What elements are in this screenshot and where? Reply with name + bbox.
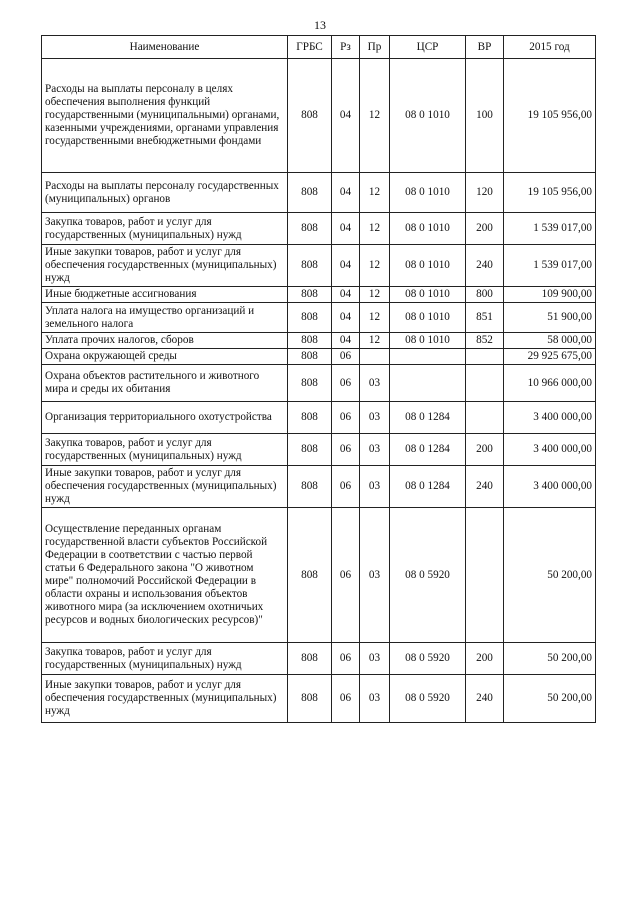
table-row xyxy=(42,59,596,173)
row-vr: 851 xyxy=(466,303,504,333)
table-row xyxy=(42,213,596,245)
row-grbs: 808 xyxy=(288,365,332,402)
row-amount: 3 400 000,00 xyxy=(504,466,596,508)
table-row xyxy=(42,333,596,349)
row-name: Закупка товаров, работ и услуг для государственных (муниципальных) нужд xyxy=(42,643,288,675)
row-csr: 08 0 1010 xyxy=(390,245,466,287)
row-vr: 852 xyxy=(466,333,504,349)
row-vr: 100 xyxy=(466,59,504,173)
row-name: Иные бюджетные ассигнования xyxy=(42,287,288,303)
row-vr: 240 xyxy=(466,675,504,723)
row-vr xyxy=(466,508,504,643)
table-row xyxy=(42,466,596,508)
row-name: Расходы на выплаты персоналу в целях обеспечения выполнения функций государственными (муниципальными) органами, казенными учреждениями, органами управления государственными внебюджетными фондами xyxy=(42,59,288,173)
header-pr: Пр xyxy=(360,36,390,59)
table-row xyxy=(42,245,596,287)
row-vr: 200 xyxy=(466,434,504,466)
row-grbs: 808 xyxy=(288,59,332,173)
row-rz: 06 xyxy=(332,365,360,402)
row-rz: 04 xyxy=(332,173,360,213)
row-rz: 04 xyxy=(332,245,360,287)
row-name: Закупка товаров, работ и услуг для государственных (муниципальных) нужд xyxy=(42,213,288,245)
row-grbs: 808 xyxy=(288,402,332,434)
row-csr: 08 0 1284 xyxy=(390,466,466,508)
row-grbs: 808 xyxy=(288,466,332,508)
header-vr: ВР xyxy=(466,36,504,59)
row-amount: 3 400 000,00 xyxy=(504,434,596,466)
row-grbs: 808 xyxy=(288,508,332,643)
row-name: Уплата прочих налогов, сборов xyxy=(42,333,288,349)
row-vr: 800 xyxy=(466,287,504,303)
row-pr: 03 xyxy=(360,466,390,508)
table-row xyxy=(42,434,596,466)
row-csr: 08 0 5920 xyxy=(390,643,466,675)
table-row xyxy=(42,349,596,365)
row-amount: 3 400 000,00 xyxy=(504,402,596,434)
row-csr: 08 0 1010 xyxy=(390,303,466,333)
row-grbs: 808 xyxy=(288,434,332,466)
table-row xyxy=(42,508,596,643)
row-name: Организация территориального охотустройства xyxy=(42,402,288,434)
table-row xyxy=(42,402,596,434)
header-row xyxy=(42,36,596,59)
row-grbs: 808 xyxy=(288,245,332,287)
row-vr: 120 xyxy=(466,173,504,213)
row-pr xyxy=(360,349,390,365)
row-rz: 06 xyxy=(332,466,360,508)
row-name: Расходы на выплаты персоналу государственных (муниципальных) органов xyxy=(42,173,288,213)
row-grbs: 808 xyxy=(288,213,332,245)
row-pr: 03 xyxy=(360,508,390,643)
row-rz: 06 xyxy=(332,643,360,675)
row-csr: 08 0 1284 xyxy=(390,434,466,466)
row-grbs: 808 xyxy=(288,173,332,213)
row-amount: 51 900,00 xyxy=(504,303,596,333)
row-vr xyxy=(466,402,504,434)
row-pr: 12 xyxy=(360,245,390,287)
row-csr: 08 0 1010 xyxy=(390,213,466,245)
row-name: Иные закупки товаров, работ и услуг для обеспечения государственных (муниципальных) нужд xyxy=(42,675,288,723)
row-rz: 04 xyxy=(332,59,360,173)
row-pr: 12 xyxy=(360,287,390,303)
header-rz: Рз xyxy=(332,36,360,59)
row-name: Охрана объектов растительного и животного мира и среды их обитания xyxy=(42,365,288,402)
row-rz: 06 xyxy=(332,675,360,723)
header-name: Наименование xyxy=(42,36,288,59)
row-pr: 12 xyxy=(360,333,390,349)
row-amount: 109 900,00 xyxy=(504,287,596,303)
row-pr: 03 xyxy=(360,402,390,434)
row-grbs: 808 xyxy=(288,675,332,723)
row-amount: 19 105 956,00 xyxy=(504,59,596,173)
row-amount: 50 200,00 xyxy=(504,675,596,723)
row-csr: 08 0 1010 xyxy=(390,333,466,349)
row-name: Иные закупки товаров, работ и услуг для обеспечения государственных (муниципальных) нужд xyxy=(42,466,288,508)
row-vr xyxy=(466,365,504,402)
budget-table xyxy=(41,35,596,723)
header-csr: ЦСР xyxy=(390,36,466,59)
row-amount: 29 925 675,00 xyxy=(504,349,596,365)
row-name: Закупка товаров, работ и услуг для государственных (муниципальных) нужд xyxy=(42,434,288,466)
row-rz: 04 xyxy=(332,303,360,333)
row-csr: 08 0 5920 xyxy=(390,675,466,723)
row-csr xyxy=(390,365,466,402)
header-grbs: ГРБС xyxy=(288,36,332,59)
row-vr xyxy=(466,349,504,365)
table-row xyxy=(42,287,596,303)
row-csr: 08 0 1284 xyxy=(390,402,466,434)
row-pr: 03 xyxy=(360,365,390,402)
table-row xyxy=(42,303,596,333)
row-name: Иные закупки товаров, работ и услуг для обеспечения государственных (муниципальных) нужд xyxy=(42,245,288,287)
row-pr: 12 xyxy=(360,59,390,173)
row-grbs: 808 xyxy=(288,333,332,349)
row-grbs: 808 xyxy=(288,643,332,675)
page-number: 13 xyxy=(314,18,326,32)
row-name: Осуществление переданных органам государственной власти субъектов Российской Федерации в соответствии с частью первой статьи 6 Федерального закона "О животном мире" полномочий Российской Федерации в области охраны и использования объектов животного мира (за исключением охотничьих ресурсов и водных биологических ресурсов)" xyxy=(42,508,288,643)
row-grbs: 808 xyxy=(288,349,332,365)
row-amount: 50 200,00 xyxy=(504,508,596,643)
row-rz: 04 xyxy=(332,213,360,245)
row-amount: 1 539 017,00 xyxy=(504,213,596,245)
row-vr: 200 xyxy=(466,213,504,245)
row-amount: 10 966 000,00 xyxy=(504,365,596,402)
row-grbs: 808 xyxy=(288,303,332,333)
row-csr: 08 0 1010 xyxy=(390,59,466,173)
table-body xyxy=(42,59,596,723)
row-csr: 08 0 1010 xyxy=(390,173,466,213)
row-amount: 19 105 956,00 xyxy=(504,173,596,213)
row-rz: 06 xyxy=(332,349,360,365)
table-row xyxy=(42,643,596,675)
table-row xyxy=(42,675,596,723)
row-pr: 12 xyxy=(360,173,390,213)
row-vr: 240 xyxy=(466,466,504,508)
row-csr xyxy=(390,349,466,365)
row-vr: 200 xyxy=(466,643,504,675)
table-row xyxy=(42,365,596,402)
row-name: Уплата налога на имущество организаций и земельного налога xyxy=(42,303,288,333)
row-pr: 12 xyxy=(360,213,390,245)
row-name: Охрана окружающей среды xyxy=(42,349,288,365)
row-pr: 12 xyxy=(360,303,390,333)
row-rz: 06 xyxy=(332,402,360,434)
row-pr: 03 xyxy=(360,434,390,466)
row-amount: 1 539 017,00 xyxy=(504,245,596,287)
row-csr: 08 0 5920 xyxy=(390,508,466,643)
header-year: 2015 год xyxy=(504,36,596,59)
row-amount: 50 200,00 xyxy=(504,643,596,675)
table-row xyxy=(42,173,596,213)
row-rz: 06 xyxy=(332,434,360,466)
row-pr: 03 xyxy=(360,675,390,723)
row-rz: 04 xyxy=(332,287,360,303)
row-grbs: 808 xyxy=(288,287,332,303)
row-rz: 04 xyxy=(332,333,360,349)
row-vr: 240 xyxy=(466,245,504,287)
row-amount: 58 000,00 xyxy=(504,333,596,349)
row-pr: 03 xyxy=(360,643,390,675)
row-csr: 08 0 1010 xyxy=(390,287,466,303)
row-rz: 06 xyxy=(332,508,360,643)
